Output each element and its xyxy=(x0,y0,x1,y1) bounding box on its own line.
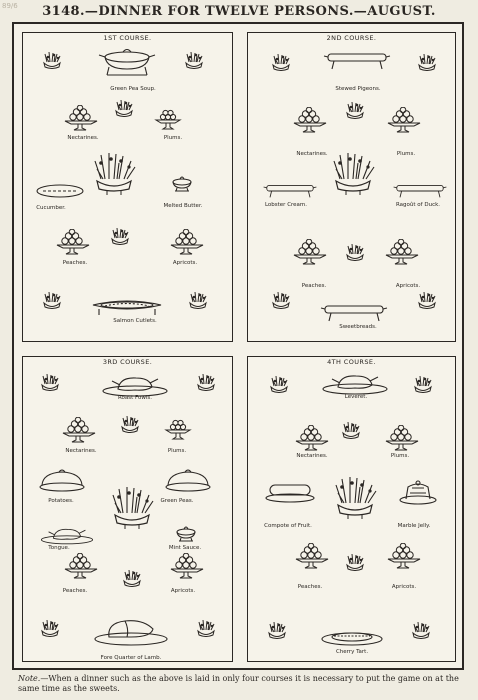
dish-label: Plums. xyxy=(396,151,416,157)
flower-epergne-icon xyxy=(41,51,63,69)
dish-label: Mint Sauce. xyxy=(168,545,202,551)
centre-epergne-icon xyxy=(330,475,380,519)
dish-label: Apricots. xyxy=(170,588,196,594)
dish-label: Cherry Tart. xyxy=(335,649,369,655)
tongue-dish-icon xyxy=(39,523,95,547)
dish-label: Nectarines. xyxy=(67,135,99,141)
flower-epergne-icon xyxy=(187,291,209,309)
flower-epergne-icon xyxy=(266,621,288,639)
course-1-title: 1ST COURSE. xyxy=(103,34,152,42)
dish-label: Peaches. xyxy=(301,283,327,289)
fruit-pyramid-icon xyxy=(167,553,207,579)
dish-label: Apricots. xyxy=(172,260,198,266)
course-3-title: 3RD COURSE. xyxy=(102,358,153,366)
dish-label: Roast Fowls. xyxy=(117,395,153,401)
footnote xyxy=(18,674,466,694)
roast-fowl-icon xyxy=(99,373,171,397)
fruit-pyramid-icon xyxy=(382,239,422,265)
dish-label: Green Pea Soup. xyxy=(110,86,156,92)
dish-label: Plums. xyxy=(167,448,187,454)
flower-epergne-icon xyxy=(416,53,438,71)
course-1-panel xyxy=(22,32,233,342)
soup-tureen-icon xyxy=(95,47,159,77)
dish-label: Melted Butter. xyxy=(163,203,203,209)
dish-label: Salmon Cutlets. xyxy=(113,318,157,324)
flower-epergne-icon xyxy=(183,51,205,69)
pigeon-dish-icon xyxy=(320,51,394,71)
peas-dish-icon xyxy=(163,467,213,493)
dish-label: Ragoût of Duck. xyxy=(395,202,441,208)
course-3-panel xyxy=(22,356,233,662)
fruit-pyramid-icon xyxy=(290,239,330,265)
fruit-stand-icon xyxy=(163,417,193,441)
lobster-dish-icon xyxy=(262,181,318,201)
flower-epergne-icon xyxy=(412,375,434,393)
flower-epergne-icon xyxy=(195,373,217,391)
course-2-title: 2ND COURSE. xyxy=(326,34,377,42)
page-title: 3148.—DINNER FOR TWELVE PERSONS.—AUGUST. xyxy=(42,4,436,19)
centre-epergne-icon xyxy=(107,485,157,529)
cucumber-dish-icon xyxy=(35,183,85,199)
dish-label: Apricots. xyxy=(395,283,421,289)
flower-epergne-icon xyxy=(344,101,366,119)
fruit-pyramid-icon xyxy=(53,229,93,255)
flower-epergne-icon xyxy=(270,53,292,71)
dish-label: Potatoes. xyxy=(48,498,74,504)
dish-label: Sweetbreads. xyxy=(339,324,377,330)
flower-epergne-icon xyxy=(39,373,61,391)
dish-label: Fore Quarter of Lamb. xyxy=(100,655,162,661)
lamb-dish-icon xyxy=(91,615,171,647)
dish-label: Apricots. xyxy=(391,584,417,590)
flower-epergne-icon xyxy=(416,291,438,309)
fruit-pyramid-icon xyxy=(384,107,424,133)
fruit-pyramid-icon xyxy=(61,105,101,131)
dish-label: Peaches. xyxy=(62,588,88,594)
centre-epergne-icon xyxy=(328,151,378,195)
cherry-tart-icon xyxy=(320,627,384,647)
salmon-dish-icon xyxy=(87,297,167,317)
fruit-pyramid-icon xyxy=(167,229,207,255)
sauce-boat-icon xyxy=(169,173,195,193)
dish-label: Nectarines. xyxy=(296,151,328,157)
flower-epergne-icon xyxy=(410,621,432,639)
dish-label: Peaches. xyxy=(62,260,88,266)
leveret-dish-icon xyxy=(320,371,390,395)
dish-label: Stewed Pigeons. xyxy=(335,86,381,92)
dish-label: Plums. xyxy=(163,135,183,141)
fruit-pyramid-icon xyxy=(292,425,332,451)
jelly-mould-icon xyxy=(398,477,438,505)
sweetbread-dish-icon xyxy=(318,303,390,323)
flower-epergne-icon xyxy=(340,421,362,439)
fruit-pyramid-icon xyxy=(61,553,101,579)
dish-label: Leveret. xyxy=(344,394,368,400)
corner-mark: 89/6 xyxy=(2,2,18,10)
flower-epergne-icon xyxy=(121,569,143,587)
dish-label: Nectarines. xyxy=(296,453,328,459)
compote-dish-icon xyxy=(264,481,316,503)
dish-label: Compote of Fruit. xyxy=(264,523,312,529)
flower-epergne-icon xyxy=(268,375,290,393)
dish-label: Tongue. xyxy=(48,545,70,551)
centre-epergne-icon xyxy=(89,151,139,195)
dish-label: Cucumber. xyxy=(36,205,66,211)
dish-label: Green Peas. xyxy=(160,498,194,504)
fruit-pyramid-icon xyxy=(292,543,332,569)
flower-epergne-icon xyxy=(344,553,366,571)
note-prefix: Note. xyxy=(18,674,41,683)
menu-frame xyxy=(12,22,464,670)
dish-label: Plums. xyxy=(390,453,410,459)
dish-label: Peaches. xyxy=(297,584,323,590)
fruit-stand-icon xyxy=(153,107,183,131)
potato-dish-icon xyxy=(37,467,87,493)
fruit-pyramid-icon xyxy=(382,425,422,451)
fruit-pyramid-icon xyxy=(59,417,99,443)
flower-epergne-icon xyxy=(113,99,135,117)
sauce-boat-icon xyxy=(173,523,199,543)
ragout-dish-icon xyxy=(392,181,448,201)
flower-epergne-icon xyxy=(109,227,131,245)
course-4-panel xyxy=(247,356,456,662)
fruit-pyramid-icon xyxy=(384,543,424,569)
flower-epergne-icon xyxy=(344,243,366,261)
fruit-pyramid-icon xyxy=(290,107,330,133)
dish-label: Nectarines. xyxy=(65,448,97,454)
dish-label: Lobster Cream. xyxy=(264,202,308,208)
flower-epergne-icon xyxy=(39,619,61,637)
flower-epergne-icon xyxy=(41,291,63,309)
flower-epergne-icon xyxy=(270,291,292,309)
course-4-title: 4TH COURSE. xyxy=(327,358,376,366)
course-2-panel xyxy=(247,32,456,342)
flower-epergne-icon xyxy=(119,415,141,433)
note-text: —When a dinner such as the above is laid in only four courses it is necessary to put the game on at the same time as the sweets. xyxy=(18,674,459,693)
dish-label: Marble Jelly. xyxy=(397,523,431,529)
flower-epergne-icon xyxy=(195,619,217,637)
